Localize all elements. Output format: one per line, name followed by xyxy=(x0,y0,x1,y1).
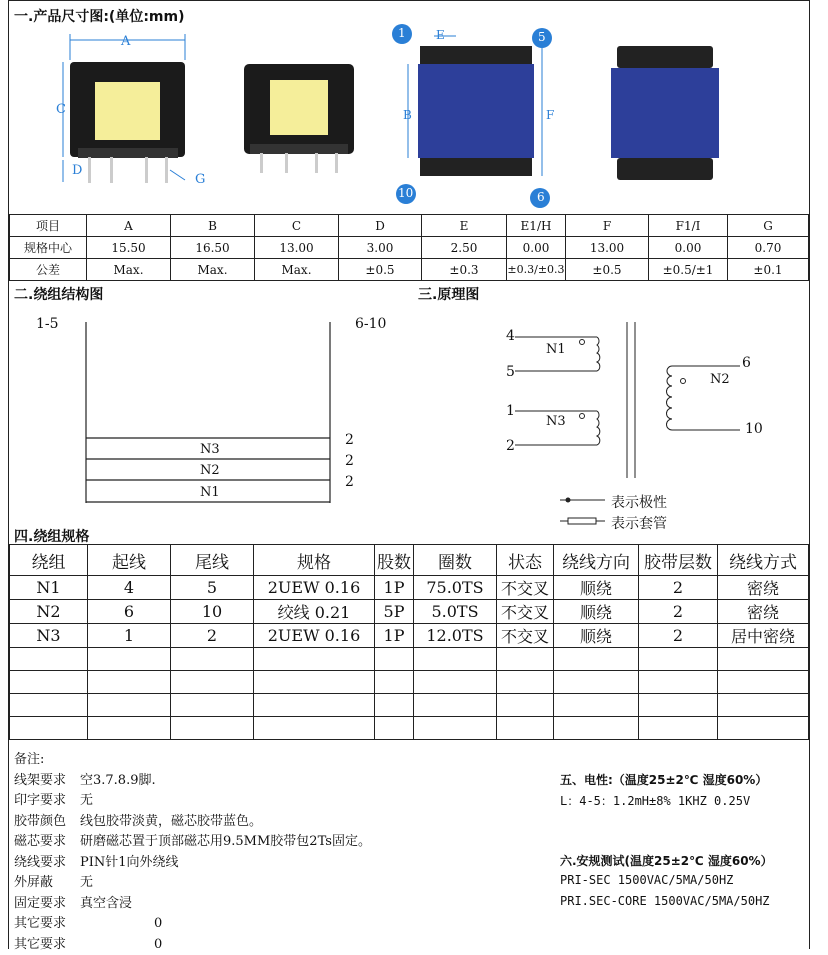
table-row xyxy=(10,717,809,740)
dim-center-cell: 0.00 xyxy=(649,237,728,259)
dim-label-f: F xyxy=(546,108,554,122)
dim-label-d: D xyxy=(72,163,82,178)
spec-cell: 2 xyxy=(639,624,718,648)
table-row xyxy=(10,671,809,694)
dim-label-g: G xyxy=(195,172,205,187)
dim-center-cell: 0.70 xyxy=(728,237,809,259)
transformer-photo-angle xyxy=(240,60,360,180)
winding-layer-n2: N2 xyxy=(200,463,220,478)
note-value: 真空含浸 xyxy=(80,894,132,915)
spec-cell: 5.0TS xyxy=(414,600,497,624)
dim-header-cell: E1/H xyxy=(507,215,566,237)
schematic-n1: N1 xyxy=(546,342,566,357)
spec-header-cell: 胶带层数 xyxy=(639,545,718,576)
note-value: 0 xyxy=(154,914,162,935)
dim-tol-cell: ±0.5/±1 xyxy=(649,259,728,281)
note-item xyxy=(14,812,371,833)
note-item xyxy=(14,791,371,812)
spec-cell: N2 xyxy=(10,600,88,624)
dim-tol-cell: ±0.1 xyxy=(728,259,809,281)
transformer-photo-blue-labeled xyxy=(390,24,560,210)
winding-right-pins: 6-10 xyxy=(355,316,386,332)
pin-label-6: 6 xyxy=(537,190,545,204)
winding-layer-count: 2 xyxy=(345,453,354,469)
dim-tol-cell: ±0.5 xyxy=(566,259,649,281)
spec-header-cell: 绕线方向 xyxy=(554,545,639,576)
note-item xyxy=(14,894,371,915)
schematic-pin-6: 6 xyxy=(742,355,751,371)
spec-header-cell: 圈数 xyxy=(414,545,497,576)
electrical-inductance: L：4-5：1.2mH±8% 1KHZ 0.25V xyxy=(560,792,750,809)
spec-header-cell: 规格 xyxy=(254,545,375,576)
note-key: 固定要求 xyxy=(14,894,80,915)
winding-layer-n3: N3 xyxy=(200,442,220,457)
winding-layer-n1: N1 xyxy=(200,485,220,500)
dim-header-cell: E xyxy=(422,215,507,237)
section-title-schematic: 三.原理图 xyxy=(418,284,479,304)
safety-test-pri-sec: PRI-SEC 1500VAC/5MA/50HZ xyxy=(560,873,733,887)
note-key: 线架要求 xyxy=(14,771,80,792)
dim-tol-cell: Max. xyxy=(255,259,339,281)
note-value: 空3.7.8.9脚. xyxy=(80,771,156,792)
dim-center-cell: 2.50 xyxy=(422,237,507,259)
dim-header-cell: 项目 xyxy=(10,215,87,237)
section-title-winding-spec: 四.绕组规格 xyxy=(14,526,89,546)
schematic-pin-5: 5 xyxy=(506,364,515,380)
winding-left-pins: 1-5 xyxy=(36,316,59,332)
spec-cell: 5P xyxy=(375,600,414,624)
section-title-dimensions: 一.产品尺寸图:(单位:mm) xyxy=(14,6,185,26)
note-item xyxy=(14,935,371,955)
transformer-photo-blue xyxy=(605,40,725,190)
spec-cell: 12.0TS xyxy=(414,624,497,648)
notes-title: 备注: xyxy=(14,750,371,771)
note-key: 外屏蔽 xyxy=(14,873,80,894)
dim-center-cell: 16.50 xyxy=(171,237,255,259)
spec-cell: 2 xyxy=(639,600,718,624)
note-key: 磁芯要求 xyxy=(14,832,80,853)
spec-cell: 顺绕 xyxy=(554,624,639,648)
spec-cell: 绞线 0.21 xyxy=(254,600,375,624)
note-key: 其它要求 xyxy=(14,935,154,955)
spec-cell: 2UEW 0.16 xyxy=(254,624,375,648)
winding-layer-count: 2 xyxy=(345,474,354,490)
dim-header-cell: G xyxy=(728,215,809,237)
dim-tol-cell: Max. xyxy=(87,259,171,281)
note-item xyxy=(14,914,371,935)
dim-center-cell: 13.00 xyxy=(566,237,649,259)
note-value: 无 xyxy=(80,791,93,812)
spec-header-cell: 绕组 xyxy=(10,545,88,576)
dim-tol-cell: ±0.3 xyxy=(422,259,507,281)
spec-cell: 顺绕 xyxy=(554,600,639,624)
dim-tol-cell: ±0.3/±0.3 xyxy=(507,259,566,281)
dim-label-c: C xyxy=(56,102,66,117)
dim-center-cell: 3.00 xyxy=(339,237,422,259)
note-value: PIN针1向外绕线 xyxy=(80,853,179,874)
dim-label-a: A xyxy=(121,34,130,49)
note-item xyxy=(14,771,371,792)
spec-cell: 4 xyxy=(88,576,171,600)
pin-label-5: 5 xyxy=(538,30,546,44)
schematic-pin-10: 10 xyxy=(745,421,763,437)
winding-layer-count: 2 xyxy=(345,432,354,448)
note-key: 胶带颜色 xyxy=(14,812,80,833)
spec-cell: 2 xyxy=(171,624,254,648)
note-key: 印字要求 xyxy=(14,791,80,812)
note-value: 线包胶带淡黄，磁芯胶带蓝色。 xyxy=(80,812,262,833)
spec-cell: N3 xyxy=(10,624,88,648)
schematic-n2: N2 xyxy=(710,372,730,387)
dim-header-cell: B xyxy=(171,215,255,237)
dim-header-cell: A xyxy=(87,215,171,237)
schematic-pin-2: 2 xyxy=(506,438,515,454)
dimension-table xyxy=(9,214,809,281)
spec-cell: 75.0TS xyxy=(414,576,497,600)
table-row xyxy=(10,600,809,624)
section-title-winding-structure: 二.绕组结构图 xyxy=(14,284,103,304)
spec-header-cell: 股数 xyxy=(375,545,414,576)
notes-block xyxy=(14,750,371,955)
table-row xyxy=(10,694,809,717)
note-item xyxy=(14,873,371,894)
table-row xyxy=(10,624,809,648)
spec-cell: 2UEW 0.16 xyxy=(254,576,375,600)
winding-spec-table xyxy=(9,544,809,740)
note-value: 研磨磁芯置于顶部磁芯用9.5MM胶带包2Ts固定。 xyxy=(80,832,371,853)
spec-cell: 1P xyxy=(375,624,414,648)
section-title-electrical: 五、电性:（温度25±2℃ 湿度60%） xyxy=(560,771,767,788)
spec-cell: 顺绕 xyxy=(554,576,639,600)
legend-sleeve: 表示套管 xyxy=(611,513,667,533)
dim-tol-cell: Max. xyxy=(171,259,255,281)
spec-cell: 密绕 xyxy=(718,576,809,600)
schematic-n3: N3 xyxy=(546,414,566,429)
spec-header-cell: 状态 xyxy=(497,545,554,576)
section-title-safety: 六.安规测试(温度25±2℃ 湿度60%） xyxy=(560,852,773,869)
table-row xyxy=(10,648,809,671)
dim-header-cell: F xyxy=(566,215,649,237)
legend-polarity: 表示极性 xyxy=(611,492,667,512)
spec-cell: 不交叉 xyxy=(497,576,554,600)
dim-label-b: B xyxy=(403,108,412,122)
pin-label-1: 1 xyxy=(398,26,406,40)
pin-label-10: 10 xyxy=(398,186,413,200)
spec-cell: 1 xyxy=(88,624,171,648)
spec-cell: 1P xyxy=(375,576,414,600)
spec-cell: 5 xyxy=(171,576,254,600)
spec-cell: 10 xyxy=(171,600,254,624)
safety-test-pri-sec-core: PRI.SEC-CORE 1500VAC/5MA/50HZ xyxy=(560,894,770,908)
dim-center-cell: 15.50 xyxy=(87,237,171,259)
note-value: 0 xyxy=(154,935,162,955)
winding-structure-diagram xyxy=(80,318,340,508)
spec-cell: 不交叉 xyxy=(497,624,554,648)
note-item xyxy=(14,853,371,874)
schematic-pin-4: 4 xyxy=(506,328,515,344)
spec-header-cell: 尾线 xyxy=(171,545,254,576)
dim-label-e: E xyxy=(436,28,445,42)
dim-center-cell: 13.00 xyxy=(255,237,339,259)
note-item xyxy=(14,832,371,853)
table-row xyxy=(10,576,809,600)
note-key: 绕线要求 xyxy=(14,853,80,874)
spec-cell: 不交叉 xyxy=(497,600,554,624)
spec-cell: 2 xyxy=(639,576,718,600)
spec-cell: 密绕 xyxy=(718,600,809,624)
spec-header-cell: 起线 xyxy=(88,545,171,576)
dim-center-cell: 0.00 xyxy=(507,237,566,259)
spec-cell: N1 xyxy=(10,576,88,600)
dim-header-cell: D xyxy=(339,215,422,237)
dim-header-cell: F1/I xyxy=(649,215,728,237)
dim-tol-cell: 公差 xyxy=(10,259,87,281)
spec-cell: 6 xyxy=(88,600,171,624)
schematic-pin-1: 1 xyxy=(506,403,515,419)
dim-center-cell: 规格中心 xyxy=(10,237,87,259)
dim-header-cell: C xyxy=(255,215,339,237)
note-key: 其它要求 xyxy=(14,914,154,935)
spec-header-cell: 绕线方式 xyxy=(718,545,809,576)
note-value: 无 xyxy=(80,873,93,894)
spec-cell: 居中密绕 xyxy=(718,624,809,648)
dim-tol-cell: ±0.5 xyxy=(339,259,422,281)
